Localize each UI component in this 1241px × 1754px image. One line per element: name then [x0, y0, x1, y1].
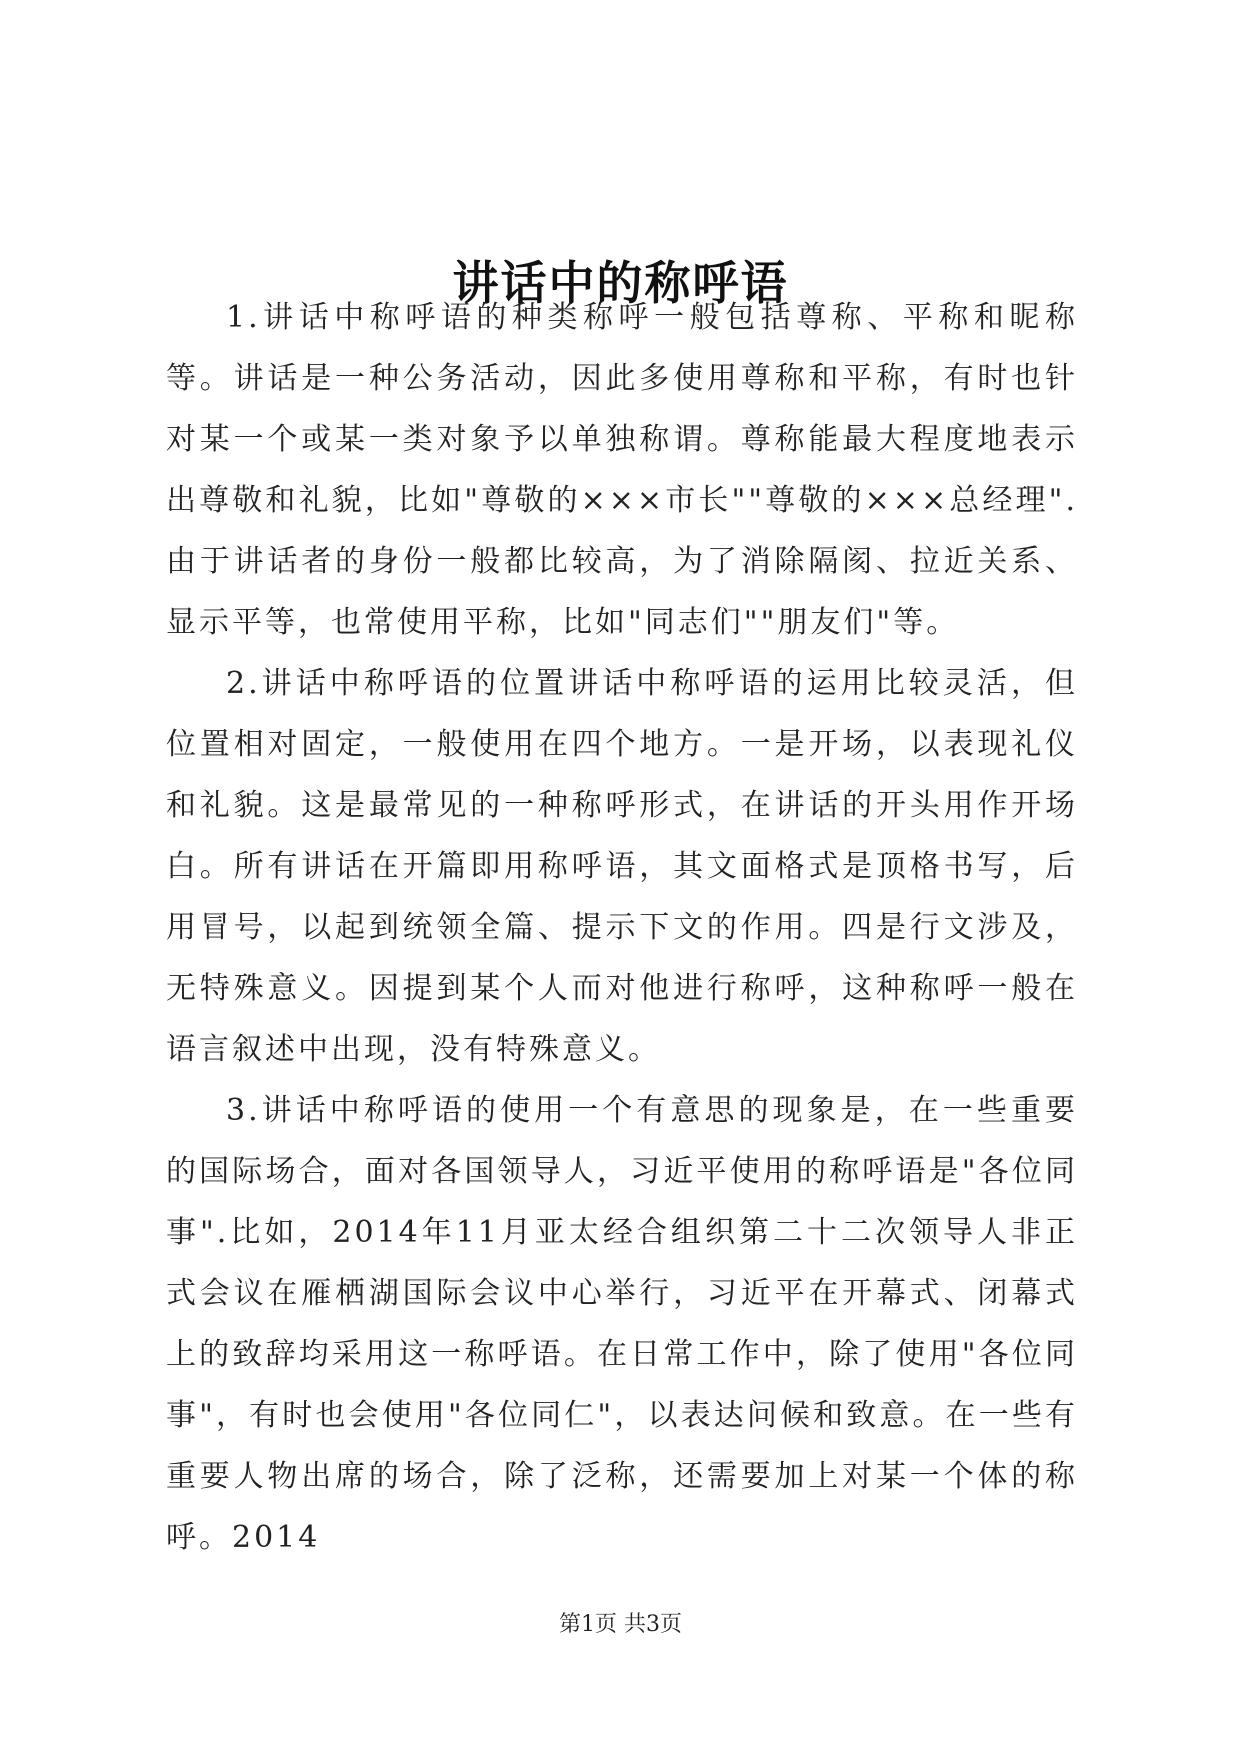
paragraph-1: 1.讲话中称呼语的种类称呼一般包括尊称、平称和昵称等。讲话是一种公务活动，因此多使用尊称和平称，有时也针对某一个或某一类对象予以单独称谓。尊称能最大程度地表示出尊敬和礼貌，比如"尊敬的×××市长""尊敬的×××总经理".由于讲话者的身份一般都比较高，为了消除隔阂、拉近关系、显示平等，也常使用平称，比如"同志们""朋友们"等。 [166, 300, 1078, 640]
page-number-label: 第1页 共3页 [559, 1612, 682, 1637]
paragraph-2: 2.讲话中称呼语的位置讲话中称呼语的运用比较灵活，但位置相对固定，一般使用在四个地方。一是开场，以表现礼仪和礼貌。这是最常见的一种称呼形式，在讲话的开头用作开场白。所有讲话在开篇即用称呼语，其文面格式是顶格书写，后用冒号，以起到统领全篇、提示下文的作用。四是行文涉及，无特殊意义。因提到某个人而对他进行称呼，这种称呼一般在语言叙述中出现，没有特殊意义。 [166, 666, 1078, 1067]
paragraph-3: 3.讲话中称呼语的使用一个有意思的现象是，在一些重要的国际场合，面对各国领导人，习近平使用的称呼语是"各位同事".比如，2014年11月亚太经合组织第二十二次领导人非正式会议在雁栖湖国际会议中心举行，习近平在开幕式、闭幕式上的致辞均采用这一称呼语。在日常工作中，除了使用"各位同事"，有时也会使用"各位同仁"，以表达问候和致意。在一些有重要人物出席的场合，除了泛称，还需要加上对某一个体的称呼。2014 [166, 1093, 1078, 1555]
document-body [166, 287, 1078, 1568]
document-title: 讲话中的称呼语 [452, 255, 789, 310]
page-footer [0, 1610, 1241, 1640]
